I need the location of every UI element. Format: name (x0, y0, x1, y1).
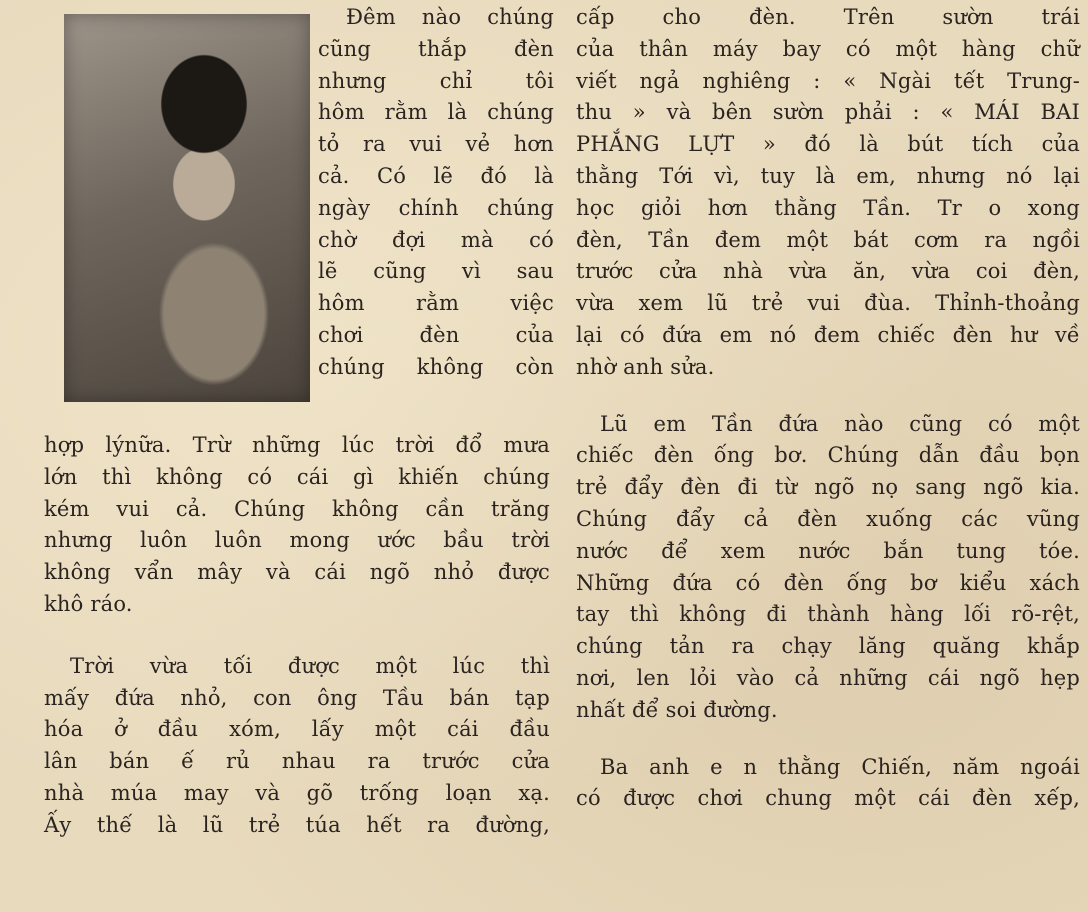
text-line: tay thì không đi thành hàng lối rõ-rệt, (576, 602, 1080, 627)
photo-child-with-lantern (64, 14, 310, 402)
paragraph-gap (576, 727, 1080, 752)
text-line: nhất để soi đường. (576, 697, 778, 722)
text-line: PHẮNG LỰT » đó là bút tích của (576, 132, 1080, 157)
text-line: của thân máy bay có một hàng chữ (576, 36, 1080, 61)
text-line: Ba anh e n thằng Chiến, năm ngoái (600, 754, 1080, 779)
text-line: khô ráo. (44, 591, 133, 616)
text-line: nhưng chỉ tôi (318, 68, 554, 93)
paragraph-gap (44, 621, 550, 651)
left-column (44, 430, 550, 842)
text-line: có được chơi chung một cái đèn xếp, (576, 786, 1080, 811)
text-line: cả. Có lẽ đó là (318, 163, 554, 188)
text-line: Lũ em Tần đứa nào cũng có một (600, 411, 1080, 436)
text-line: Đêm nào chúng (346, 5, 554, 29)
text-line: nhờ anh sửa. (576, 354, 715, 379)
text-line: nhưng luôn luôn mong ước bầu trời (44, 528, 550, 553)
text-line: học giỏi hơn thằng Tần. Tr o xong (576, 195, 1080, 220)
text-line: chờ đợi mà có (318, 227, 554, 252)
text-line: chơi đèn của (318, 322, 554, 347)
paragraph (576, 2, 1080, 384)
text-line: trước cửa nhà vừa ăn, vừa coi đèn, (576, 259, 1080, 284)
text-line: thu » và bên sườn phải : « MÁI BAI (576, 100, 1080, 125)
text-line: không vẩn mây và cái ngõ nhỏ được (44, 560, 550, 585)
text-line: Chúng đẩy cả đèn xuống các vũng (576, 506, 1080, 531)
text-line: cũng thắp đèn (318, 36, 554, 61)
paragraph (44, 430, 550, 621)
text-line: vừa xem lũ trẻ vui đùa. Thỉnh-thoảng (576, 291, 1080, 316)
text-line: lớn thì không có cái gì khiến chúng (44, 464, 550, 489)
text-line: ngày chính chúng (318, 195, 554, 220)
paragraph (44, 651, 550, 842)
text-line: hóa ở đầu xóm, lấy một cái đầu (44, 717, 550, 742)
paragraph-gap (576, 384, 1080, 409)
text-line: viết ngả nghiêng : « Ngài tết Trung- (576, 68, 1080, 93)
text-line: hôm rằm là chúng (318, 100, 554, 125)
text-line: chúng tản ra chạy lăng quăng khắp (576, 634, 1080, 659)
text-line: chúng không còn (318, 354, 554, 379)
text-line: mấy đứa nhỏ, con ông Tầu bán tạp (44, 685, 550, 710)
text-line: lân bán ế rủ nhau ra trước cửa (44, 749, 550, 774)
right-column (576, 2, 1080, 815)
text-line: đèn, Tần đem một bát cơm ra ngồi (576, 227, 1080, 252)
text-line: lẽ cũng vì sau (318, 259, 554, 284)
text-line: Những đứa có đèn ống bơ kiểu xách (576, 570, 1080, 595)
text-line: hợp lýnữa. Trừ những lúc trời đổ mưa (44, 433, 550, 457)
text-line: tỏ ra vui vẻ hơn (318, 132, 554, 157)
text-line: kém vui cả. Chúng không cần trăng (44, 496, 550, 521)
text-line: trẻ đẩy đèn đi từ ngõ nọ sang ngõ kia. (576, 475, 1080, 500)
paragraph (576, 752, 1080, 816)
text-line: Ấy thế là lũ trẻ túa hết ra đường, (44, 812, 550, 837)
photo-wrap-column (318, 2, 554, 384)
text-line: thằng Tới vì, tuy là em, nhưng nó lại (576, 163, 1080, 188)
text-line: nhà múa may và gõ trống loạn xạ. (44, 780, 550, 805)
text-line: hôm rằm việc (318, 291, 554, 316)
text-line: cấp cho đèn. Trên sườn trái (576, 5, 1080, 29)
text-line: nước để xem nước bắn tung tóe. (576, 538, 1080, 563)
text-line: nơi, len lỏi vào cả những cái ngõ hẹp (576, 665, 1080, 690)
text-line: Trời vừa tối được một lúc thì (70, 653, 550, 678)
text-line: chiếc đèn ống bơ. Chúng dẫn đầu bọn (576, 443, 1080, 468)
text-line: lại có đứa em nó đem chiếc đèn hư về (576, 322, 1080, 347)
paragraph (576, 409, 1080, 727)
